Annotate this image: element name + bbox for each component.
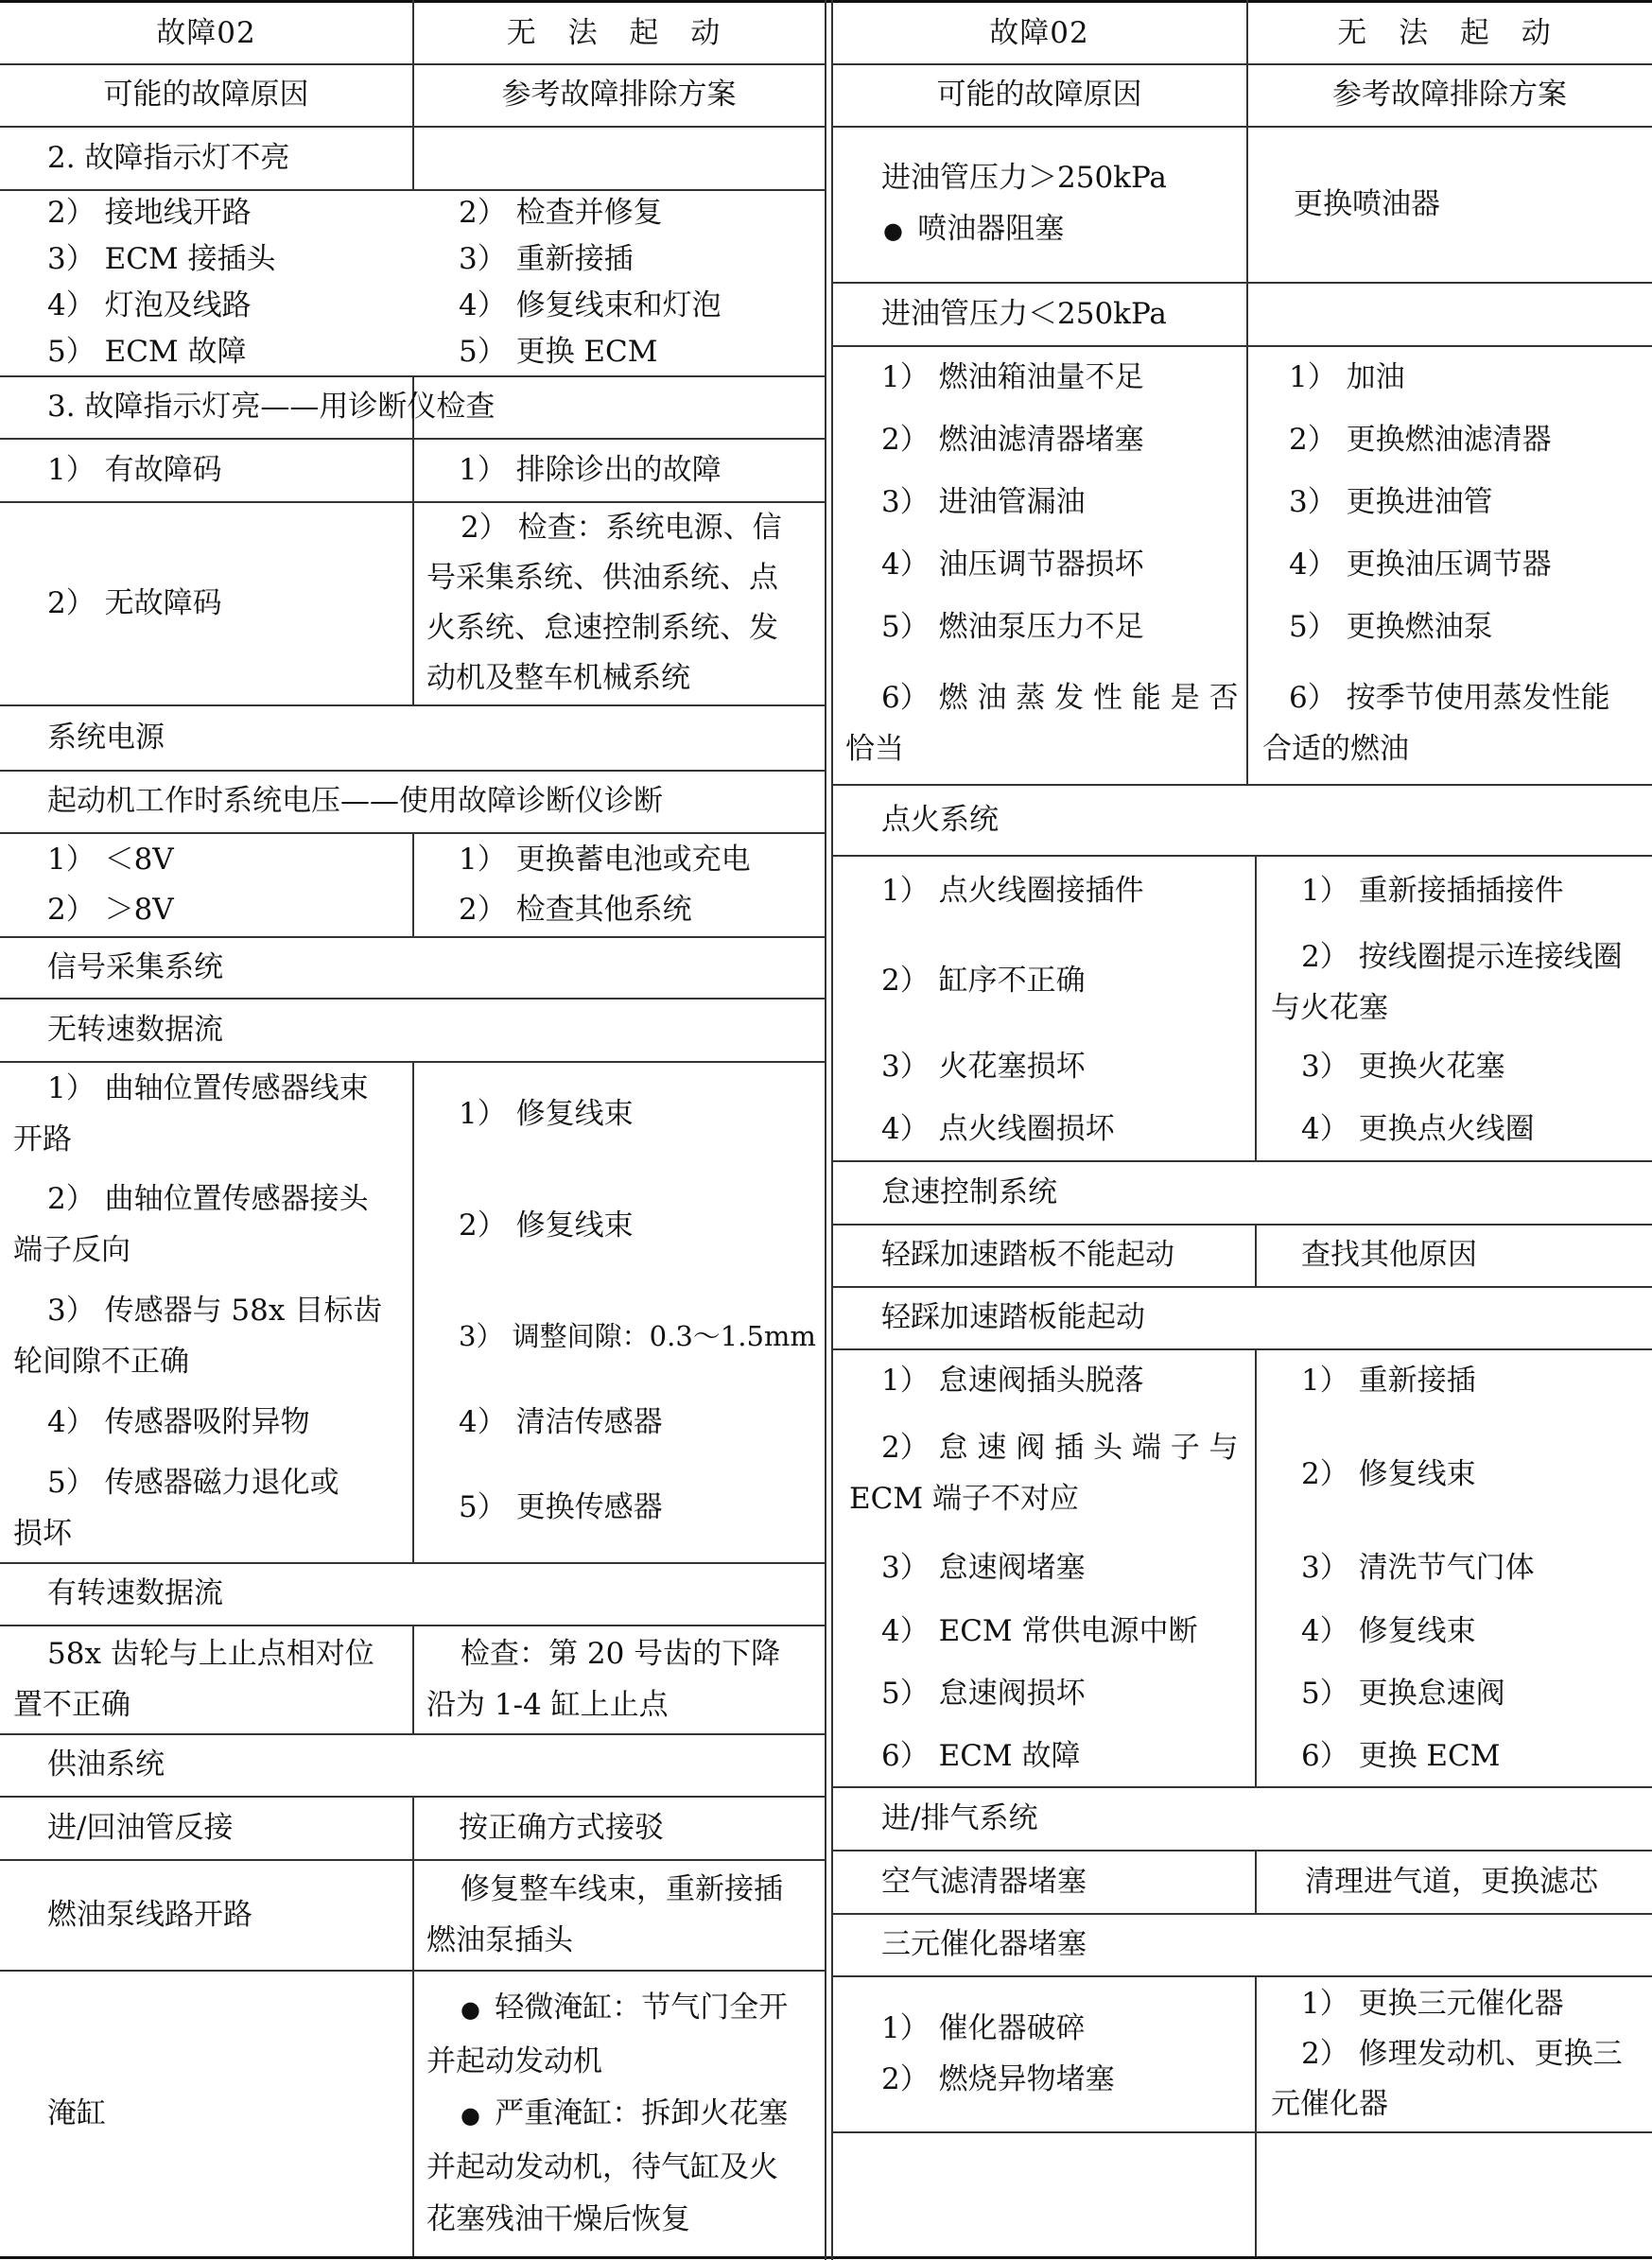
solution-item: ● 轻微淹缸：节气门全开 <box>461 1990 789 2025</box>
cause-item: 5） ECM 故障 <box>47 335 247 369</box>
cause-item: 2） 曲轴位置传感器接头 端子反向 <box>13 1182 369 1267</box>
cause-item: 58x 齿轮与上止点相对位 置不正确 <box>13 1637 374 1722</box>
row-divider <box>832 855 1652 857</box>
cause-item: 4） 油压调节器损坏 <box>881 548 1144 582</box>
solution-item: 1） 重新接插插接件 <box>1301 873 1564 908</box>
solution-item: 1） 重新接插 <box>1301 1363 1476 1398</box>
solution-list <box>413 833 825 936</box>
solution-item: 6） 按季节使用蒸发性能 合适的燃油 <box>1262 681 1610 766</box>
cause-item: 2） ＞8V <box>47 892 174 927</box>
cause-column-header: 可能的故障原因 <box>936 78 1142 112</box>
solution-item: 2） 修复线束 <box>1301 1456 1476 1491</box>
cause-item: 轻踩加速踏板不能起动 <box>881 1238 1174 1272</box>
cause-item: 1） ＜8V <box>47 842 174 877</box>
bottom-rule <box>0 2256 1652 2259</box>
solution-column-header: 参考故障排除方案 <box>1332 78 1567 112</box>
section-title: 点火系统 <box>881 802 999 837</box>
solution-item: 5） 更换燃油泵 <box>1289 610 1493 644</box>
section-title: 进油管压力＜250kPa <box>881 296 1167 331</box>
solution-list <box>1247 346 1652 658</box>
cause-list <box>832 346 1246 658</box>
bullet-icon: ● <box>883 217 918 244</box>
solution-item: 3） 更换进油管 <box>1289 485 1493 519</box>
cause-item: 2） 怠 速 阀 插 头 端 子 与 ECM 端子不对应 <box>849 1431 1239 1516</box>
bullet-icon: ● <box>461 1995 496 2023</box>
cause-item: 3） 传感器与 58x 目标齿 轮间隙不正确 <box>13 1294 383 1379</box>
solution-item: 2） 检查并修复 <box>459 196 663 230</box>
fault-name-header: 无 法 起 动 <box>506 15 732 50</box>
solution-item: 2） 修复线束 <box>459 1208 634 1243</box>
cause-item: 5） 燃油泵压力不足 <box>881 610 1144 644</box>
solution-item: 1） 修复线束 <box>459 1096 634 1131</box>
solution-item: 4） 更换点火线圈 <box>1301 1111 1535 1146</box>
cause-item: 2） 缸序不正确 <box>881 963 1086 998</box>
solution-item: 2） 修理发动机、更换三 <box>1301 2036 1623 2071</box>
cause-item: 1） 怠速阀插头脱落 <box>881 1363 1144 1398</box>
row-divider <box>832 2131 1652 2133</box>
fault-name-header: 无 法 起 动 <box>1337 15 1562 50</box>
solution-item: 5） 更换传感器 <box>459 1489 663 1524</box>
section-title: 进/排气系统 <box>881 1800 1038 1835</box>
solution-item: 4） 修复线束 <box>1301 1613 1476 1648</box>
section-subtitle: 三元催化器堵塞 <box>881 1927 1087 1961</box>
solution-item: 3） 更换火花塞 <box>1301 1049 1505 1084</box>
solution-item: 3） 调整间隙：0.3～1.5mm <box>459 1319 816 1352</box>
cause-item: 1） 点火线圈接插件 <box>881 873 1144 908</box>
solution-item: 4） 清洁传感器 <box>459 1404 663 1439</box>
cause-list <box>832 1976 1255 2131</box>
solution-item: 清理进气道，更换滤芯 <box>1305 1864 1598 1899</box>
cause-item: 2） 燃油滤清器堵塞 <box>881 423 1144 457</box>
section-subtitle: 起动机工作时系统电压——使用故障诊断仪诊断 <box>47 784 663 818</box>
cause-item: 2） 无故障码 <box>47 585 222 620</box>
cause-item: 1） 有故障码 <box>47 452 222 487</box>
cause-item: 3） 怠速阀堵塞 <box>881 1550 1086 1585</box>
cause-item: 进油管压力＞250kPa ● 喷油器阻塞 <box>881 161 1167 246</box>
solution-item: 1） 更换三元催化器 <box>1301 1986 1564 2021</box>
cause-item: 4） 传感器吸附异物 <box>47 1404 310 1439</box>
row-divider <box>832 1348 1652 1350</box>
cause-item: 4） 点火线圈损坏 <box>881 1111 1115 1146</box>
solution-item: 5） 更换怠速阀 <box>1301 1676 1505 1711</box>
solution-item: 3） 重新接插 <box>459 242 634 276</box>
solution-list: 1） 更换三元催化器 2） 修理发动机、更换三 元催化器 <box>1256 1976 1652 2131</box>
section-title: 信号采集系统 <box>47 949 223 984</box>
section-subtitle: 无转速数据流 <box>47 1012 223 1047</box>
solution-item: 1） 排除诊出的故障 <box>459 452 722 487</box>
solution-item: 1） 加油 <box>1289 360 1405 394</box>
solution-item: 2） 按线圈提示连接线圈 与火花塞 <box>1271 940 1623 1025</box>
cause-item: 3） 火花塞损坏 <box>881 1049 1086 1084</box>
solution-list: ● 轻微淹缸：节气门全开 并起动发动机 ● 严重淹缸：拆卸火花塞 并起动发动机，待气缸及火 花塞残油干燥后恢复 <box>413 1971 825 2256</box>
cause-item: 2） 燃烧异物堵塞 <box>881 2062 1115 2096</box>
cause-item: 3） 进油管漏油 <box>881 485 1086 519</box>
cause-item: 5） 怠速阀损坏 <box>881 1676 1086 1711</box>
center-divider-left <box>825 0 826 2260</box>
solution-item: 2） 检查：系统电源、信 号采集系统、供油系统、点 火系统、怠速控制系统、发 动机及整车机械系统 <box>426 511 782 695</box>
solution-item: 3） 清洗节气门体 <box>1301 1550 1535 1585</box>
cause-item: 6） 燃 油 蒸 发 性 能 是 否 恰当 <box>845 681 1239 766</box>
solution-column-header: 参考故障排除方案 <box>501 78 737 112</box>
solution-list <box>413 190 825 375</box>
cause-item: 燃油泵线路开路 <box>47 1897 252 1932</box>
solution-item: 更换喷油器 <box>1294 186 1440 221</box>
section-title: 2. 故障指示灯不亮 <box>47 140 290 175</box>
cause-column-header: 可能的故障原因 <box>103 78 309 112</box>
cause-item: 5） 传感器磁力退化或 损坏 <box>13 1466 339 1551</box>
fault-code-header: 故障02 <box>156 15 256 50</box>
section-title: 供油系统 <box>47 1747 165 1782</box>
fault-code-header: 故障02 <box>989 15 1089 50</box>
cause-item: 1） 曲轴位置传感器线束 开路 <box>13 1071 369 1156</box>
cause-item: 淹缸 <box>47 2095 106 2130</box>
cause-item: 4） 灯泡及线路 <box>47 288 252 322</box>
solution-item: 5） 更换 ECM <box>459 335 658 369</box>
cause-item: 空气滤清器堵塞 <box>881 1864 1087 1899</box>
section-title: 怠速控制系统 <box>881 1174 1057 1209</box>
section-title: 3. 故障指示灯亮——用诊断仪检查 <box>47 390 496 424</box>
cause-item: 1） 催化器破碎 <box>881 2011 1086 2045</box>
solution-item: ● 严重淹缸：拆卸火花塞 <box>461 2095 789 2130</box>
cause-item: 进/回油管反接 <box>47 1810 234 1845</box>
section-subtitle: 有转速数据流 <box>47 1576 223 1610</box>
solution-item: 修复整车线束，重新接插 燃油泵插头 <box>426 1872 783 1957</box>
solution-item: 6） 更换 ECM <box>1301 1738 1501 1773</box>
cause-item: 4） ECM 常供电源中断 <box>881 1613 1198 1648</box>
solution-item: 按正确方式接驳 <box>459 1810 664 1845</box>
solution-item: 4） 修复线束和灯泡 <box>459 288 722 322</box>
solution-item: 2） 检查其他系统 <box>459 892 692 927</box>
bullet-icon: ● <box>461 2101 496 2129</box>
cause-item: 6） ECM 故障 <box>881 1738 1081 1773</box>
solution-item: 查找其他原因 <box>1301 1238 1477 1272</box>
section-subtitle: 轻踩加速踏板能起动 <box>881 1300 1145 1334</box>
cause-list <box>0 833 412 936</box>
cause-item: 3） ECM 接插头 <box>47 242 276 276</box>
cause-item: 2） 接地线开路 <box>47 196 252 230</box>
cause-item: 1） 燃油箱油量不足 <box>881 360 1144 394</box>
solution-item: 1） 更换蓄电池或充电 <box>459 842 751 877</box>
solution-item: 2） 更换燃油滤清器 <box>1289 423 1552 457</box>
solution-item: 4） 更换油压调节器 <box>1289 548 1552 582</box>
section-title: 系统电源 <box>47 720 165 755</box>
solution-item: 检查：第 20 号齿的下降 沿为 1-4 缸上止点 <box>426 1637 781 1722</box>
cause-list <box>0 190 412 375</box>
